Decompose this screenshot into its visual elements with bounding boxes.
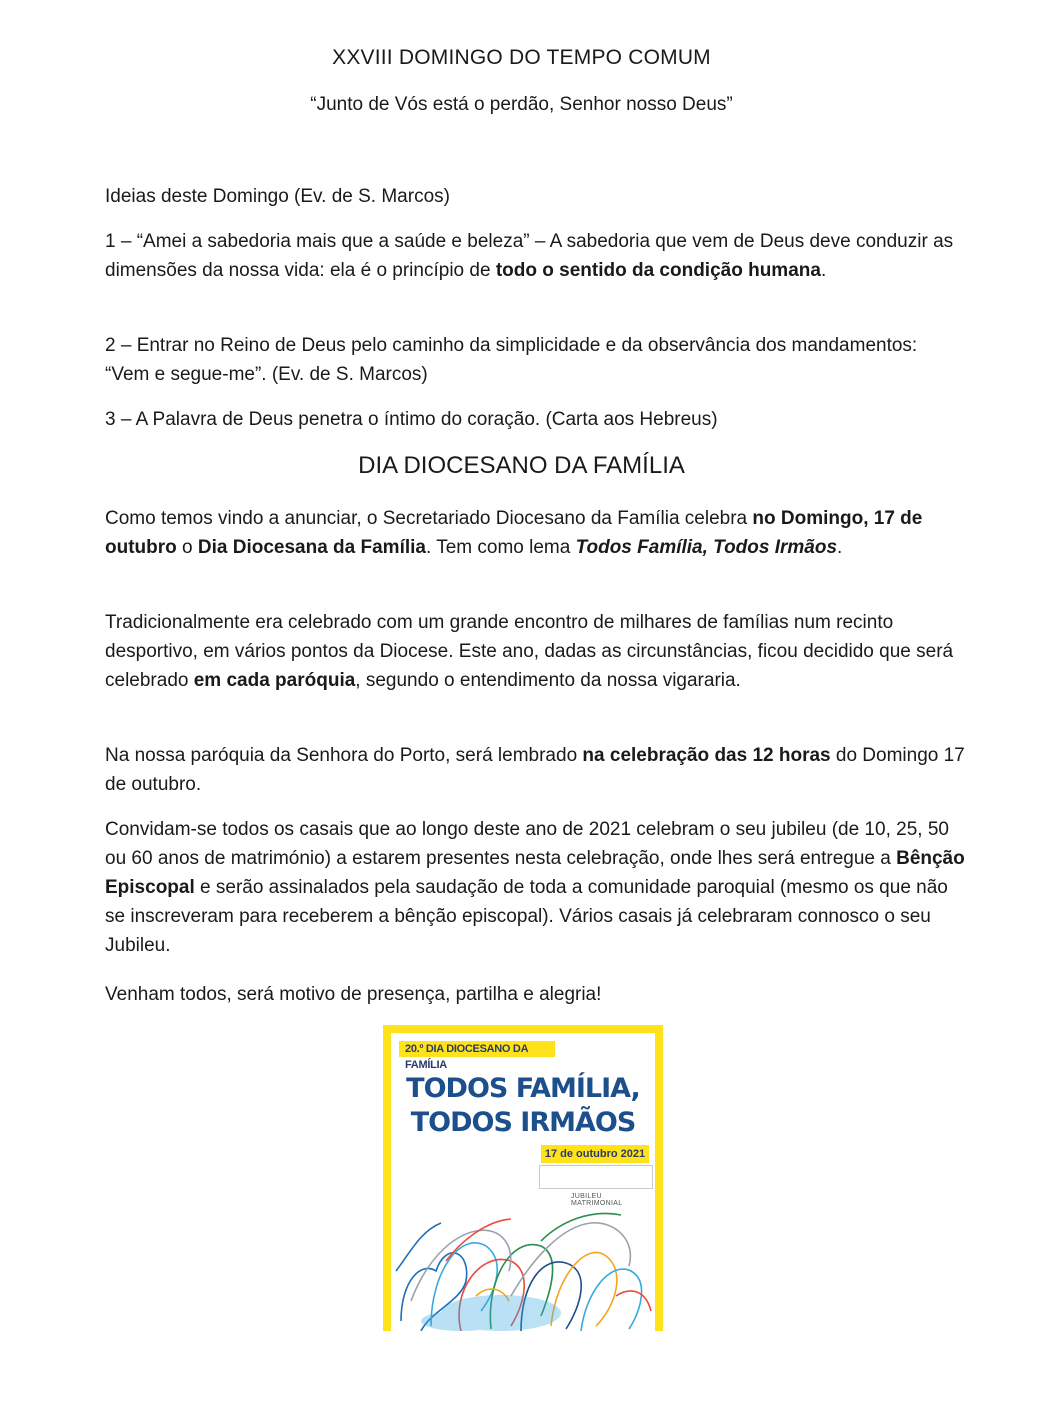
p3-c: do Domingo 17 de outubro. — [105, 745, 965, 795]
ideas-intro — [105, 182, 965, 211]
ideas-intro-text: Ideias deste Domingo (Ev. de S. Marcos) — [105, 186, 450, 207]
poster-title-line-1: TODOS FAMÍLIA, — [406, 1073, 640, 1104]
section-heading: DIA DIOCESANO DA FAMÍLIA — [358, 452, 685, 479]
p1-g: . — [837, 537, 843, 558]
p1-c: o — [176, 537, 198, 558]
paragraph-2 — [105, 608, 965, 695]
p5-text: Venham todos, será motivo de presença, partilha e alegria! — [105, 984, 602, 1005]
p4-a: Convidam-se todos os casais que ao longo deste ano de 2021 celebram o seu jubileu (de 10, 25, 50 ou 60 anos de matrimónio) a estarem presentes nesta celebração, onde lhes será entregue a — [105, 819, 949, 869]
paragraph-4 — [105, 815, 965, 960]
p3-bold: na celebração das 12 horas — [582, 745, 831, 766]
p4-bold: Bênção Episcopal — [105, 848, 965, 898]
p1-date: no Domingo, 17 de outubro — [105, 508, 923, 558]
event-poster-image — [383, 1025, 663, 1331]
p1-event: Dia Diocesana da Família — [197, 537, 426, 558]
idea-item-1 — [105, 227, 965, 285]
idea-1-text: 1 – “Amei a sabedoria mais que a saúde e beleza” – A sabedoria que vem de Deus deve conduzir as dimensões da nossa vida: ela é o princípio de — [105, 231, 954, 281]
poster-small-label: JUBILEU MATRIMONIAL — [571, 1193, 623, 1207]
paragraph-5 — [105, 980, 965, 1009]
p4-c: e serão assinalados pela saudação de toda a comunidade paroquial (mesmo os que não se inscreveram para receberem a bênção episcopal). Vários casais já celebraram connosco o seu Jubileu. — [105, 877, 948, 956]
p1-motto: Todos Família, Todos Irmãos — [575, 537, 838, 558]
paragraph-3 — [105, 741, 965, 799]
idea-item-3 — [105, 405, 965, 434]
page-title: XXVIII DOMINGO DO TEMPO COMUM — [332, 46, 711, 69]
p2-a: Tradicionalmente era celebrado com um grande encontro de milhares de famílias num recinto desportivo, em vários pontos da Diocese. Este ano, dadas as circunstâncias, ficou decidido que será celebrado — [105, 612, 954, 691]
poster-top-label: 20.º DIA DIOCESANO DA FAMÍLIA — [399, 1041, 555, 1057]
idea-3-text: 3 – A Palavra de Deus penetra o íntimo do coração. (Carta aos Hebreus) — [105, 409, 718, 430]
p2-bold: em cada paróquia — [193, 670, 356, 691]
poster-panel — [391, 1033, 655, 1331]
paragraph-1 — [105, 504, 965, 562]
idea-1-end: . — [820, 260, 827, 281]
page-subtitle: “Junto de Vós está o perdão, Senhor nosso Deus” — [310, 94, 733, 115]
p3-a: Na nossa paróquia da Senhora do Porto, será lembrado — [105, 745, 583, 766]
p1-e: . Tem como lema — [425, 537, 576, 558]
idea-2-text: 2 – Entrar no Reino de Deus pelo caminho da simplicidade e da observância dos mandamentos: “Vem e segue-me”. (Ev. de S. Marcos) — [105, 335, 918, 385]
poster-blank-field — [539, 1165, 653, 1189]
poster-title-line-2: TODOS IRMÃOS — [410, 1107, 636, 1138]
idea-item-2 — [105, 331, 965, 389]
p1-a: Como temos vindo a anunciar, o Secretariado Diocesano da Família celebra — [105, 508, 753, 529]
p2-c: , segundo o entendimento da nossa vigararia. — [355, 670, 741, 691]
poster-faces-illustration — [391, 1201, 655, 1331]
poster-date: 17 de outubro 2021 — [541, 1145, 649, 1163]
idea-1-bold: todo o sentido da condição humana — [495, 260, 821, 281]
